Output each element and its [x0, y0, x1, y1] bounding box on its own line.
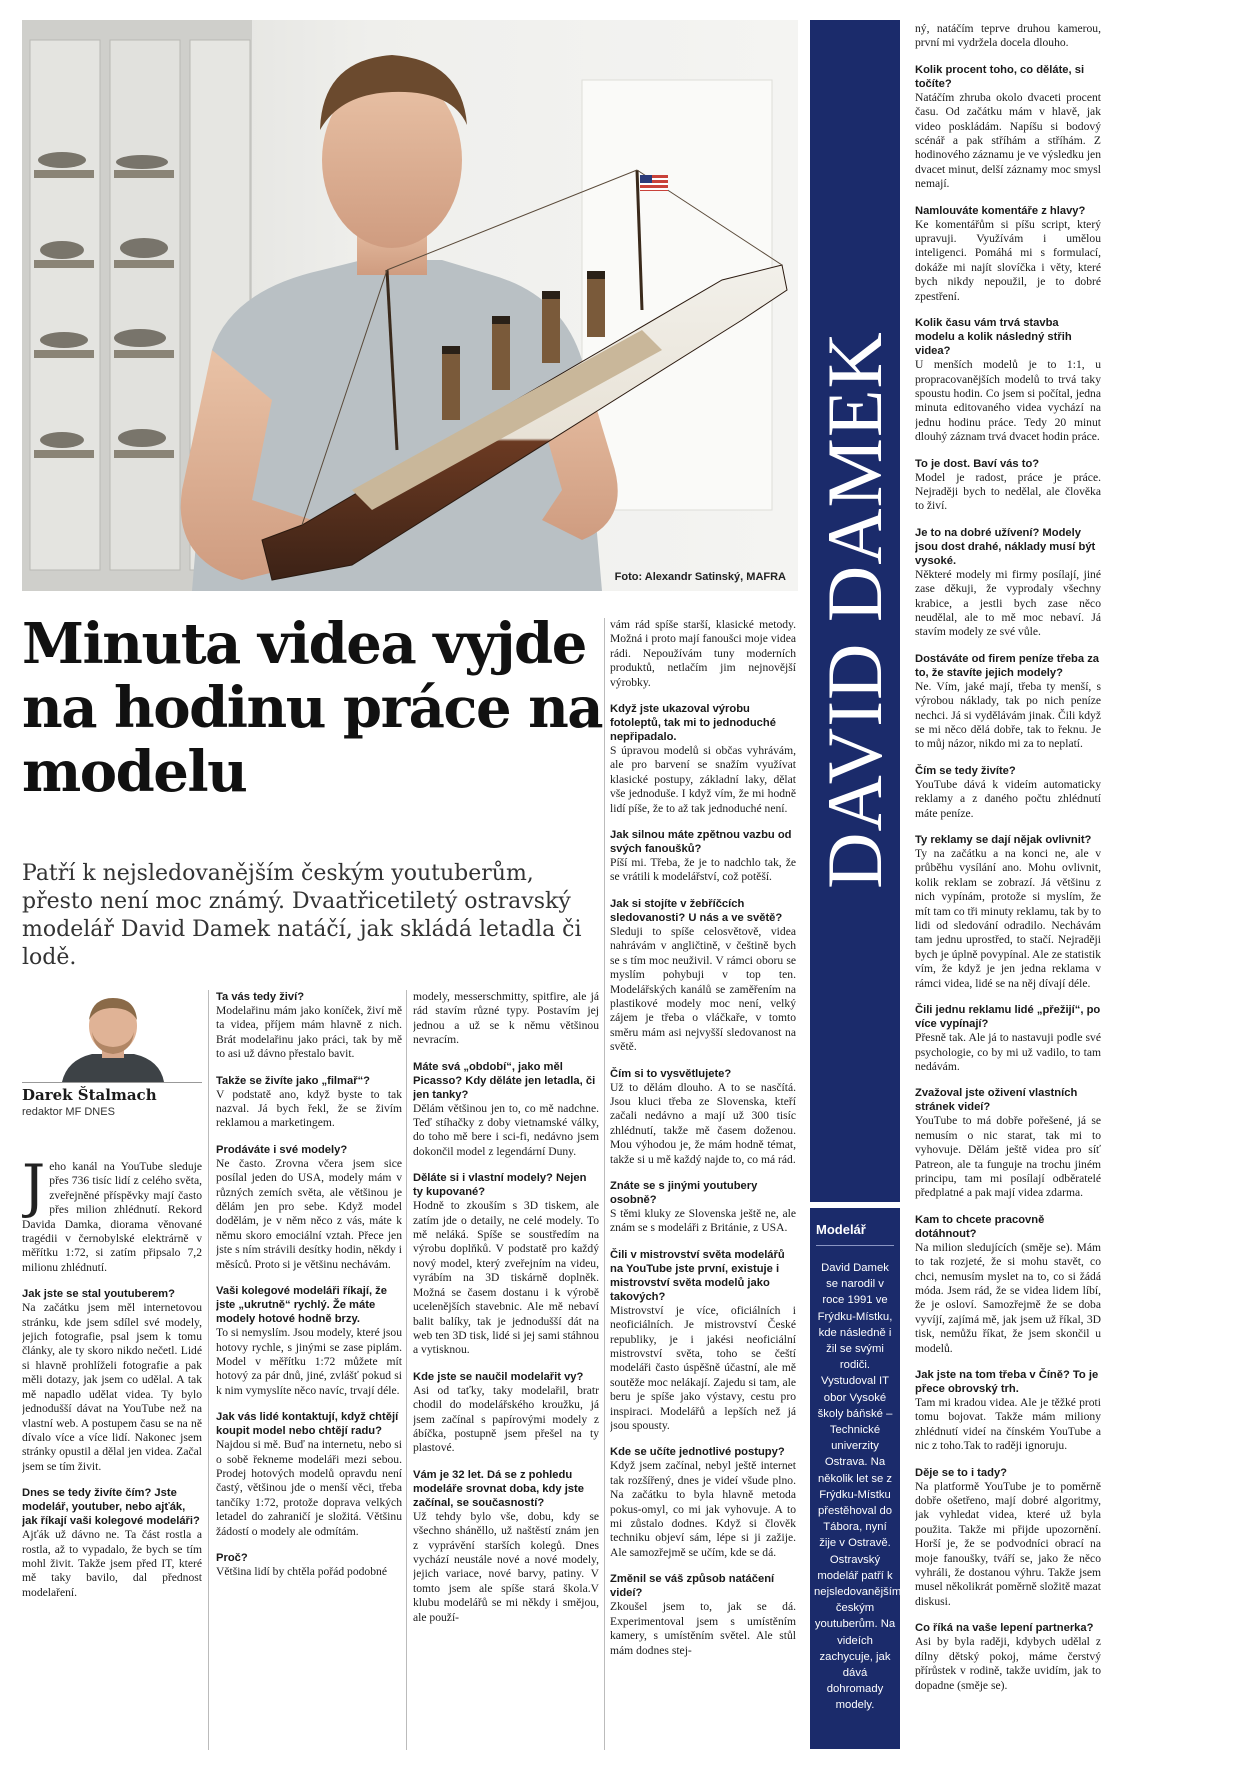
us-flag-icon — [640, 175, 668, 191]
qa-item: Kde jste se naučil modelařit vy? Asi od taťky, taky modelařil, bratr chodil do modelářského kroužku, já jsem začínal s papírovými modely z ábíčka, postupně jsem přešel na ty plastové. — [413, 1370, 599, 1455]
article-column-4 — [610, 618, 796, 1750]
qa-item: Zvažoval jste oživení vlastních stránek videí? YouTube to má dobře pořešené, já se nemusím o nic starat, tak mi to vyhovuje. Dělám ještě videa pro síť Patreon, ale ta funguje na trochu jiném principu, tam mi posílají odběratelé předplatné a pak mají videa zdarma. — [915, 1087, 1101, 1200]
qa-item: Jak si stojíte v žebříčcích sledovanosti? U nás a ve světě? Sleduji to spíše celosvětově, videa nahrávám v angličtině, v češtině bych se s tím moc neuživil. V rámci oboru se myslím pohybuji v top ten. Modelářských kanálů se zaměřením na plastikové modely moc není, velký zájem je třeba o vláčkaře, v tomto směru mám asi nejvyšší sledovanost na světě. — [610, 897, 796, 1054]
qa-item: Čím si to vysvětlujete? Už to dělám dlouho. A to se nasčítá. Jsou kluci třeba ze Slovenska, kteří začali nedávno a mají už 300 tisíc zhlédnutí, takže mě časem doženou. Mou výhodou je, že mám hodně témat, takže si u mě každý najde to, co má rád. — [610, 1067, 796, 1166]
article-column-3 — [413, 990, 599, 1750]
qa-item: Děje se to i tady? Na platformě YouTube je to poměrně dobře ošetřeno, mají dobré algoritmy, jak vyhledat videa, které už byla použita. Takže mi přijde upozornění. Horší je, že se podvodníci obrací na moje fanoušky, tváří se, jako že něco vyhráli, že dostanou výhru. Takže jsem musel několikrát poměrně složitě mazat diskusi. — [915, 1466, 1101, 1608]
profile-box-text: David Damek se narodil v roce 1991 ve Frýdku-Místku, kde následně i žil se svými rodiči. Vystudoval IT obor Vysoké školy báňské – Technické univerzity Ostrava. Na několik let se z Frýdku-Místku přestěhoval do Tábora, nyní žije v Ostravě. Ostravský modelář patří k nejsledovanějším českým youtuberům. Na videích zachycuje, jak dává dohromady modely. — [814, 1262, 902, 1712]
intro-paragraph: Jeho kanál na YouTube sleduje přes 736 tisíc lidí z celého světa, zveřejněné příspěvky mají často přes milion zhlédnutí. Rekord Davida Damka, diorama věnované tragédii v černobylské elektrárně v měřítku 1:72, si zatím připsalo 7,2 milionu zhlédnutí. — [22, 1160, 202, 1274]
qa-item: Jak jste se stal youtuberem? Na začátku jsem měl internetovou stránku, kde jsem sdílel své modely, jejich fotografie, psal jsem k tomu články, ale ty skoro nikdo nečetl. Lidé si hlavně prohlíželi fotografie a pak měli dotazy, jak jsem co udělal. A tak mě napadlo udělat videa. Ty bylo jednodušší dávat na YouTube než na vlastní web. A postupem času se na ně dívalo více a více lidí. Nakonec jsem stránky opustil a dělal jen videa. Začal jsem se tím živit. — [22, 1288, 202, 1473]
qa-item: Dnes se tedy živíte čím? Jste modelář, youtuber, nebo ajťák, jak říkají vaši kolegové modeláři? Ajťák už dávno ne. Ta část rostla a rostla, až to vypadalo, že bych se tím mohl živit. Takže jsem před IT, které mě taky bavilo, dal přednost modelaření. — [22, 1487, 202, 1599]
qa-item: Takže se živíte jako „filmař“? V podstatě ano, když byste to tak nazval. Já bych řekl, že se živím reklamou a marketingem. — [216, 1074, 402, 1130]
qa-item: Znáte se s jinými youtubery osobně? S těmi kluky ze Slovenska ještě ne, ale znám se s modeláři z Británie, z USA. — [610, 1179, 796, 1235]
qa-item: Máte svá „období“, jako měl Picasso? Kdy děláte jen letadla, či jen tanky? Dělám většinou jen to, co mě nadchne. Teď stíhačky z doby vietnamské války, do toho mě bere i sci-fi, nedávno jsem dokončil model z legendární Duny. — [413, 1060, 599, 1158]
man-holding-ship-photo-art — [22, 20, 798, 591]
qa-item: Proč? Většina lidí by chtěla pořád podobné — [216, 1551, 387, 1578]
main-photo — [22, 20, 798, 591]
qa-item: Jak jste na tom třeba v Číně? To je přece obrovský trh. Tam mi kradou videa. Ale je těžké proti tomu bojovat. Takže mám miliony zhlédnutí videí na čínském YouTube a nic z toho.Tak to raději ignoruju. — [915, 1369, 1101, 1453]
profile-box-title: Modelář — [816, 1222, 866, 1237]
article-column-2 — [216, 990, 402, 1750]
qa-item: Namlouváte komentáře z hlavy? Ke komentářům si píšu script, který upravuji. Využívám i umělou inteligenci. Pomáhá mi s formulací, dokáže mi najít slovíčka i věty, které bych nikdy nepoužil, je to dobré zpestření. — [915, 204, 1101, 303]
qa-item: Ty reklamy se dají nějak ovlivnit? Ty na začátku a na konci ne, ale v průběhu vysílání ano. Mohu ovlivnit, kolik reklam se zobrazí. Já většinu z nich vypínám, protože si myslím, že mít tam co tři minuty reklamu, tak by to lidi od sledování odradilo. Nechávám tam jednu uprostřed, to stačí. Nejraději bych je úplně povypínal. Ale ze statistik vím, že když je jen jedna reklama v rámci videa, lidé se na něj dívají déle. — [915, 834, 1101, 990]
qa-item: To je dost. Baví vás to? Model je radost, práce je práce. Nejraději bych to nedělal, ale člověka to živí. — [915, 457, 1101, 513]
qa-item: Čili jednu reklamu lidé „přežijí“, po více vypínají? Přesně tak. Ale já to nastavuji podle své psychologie, co by mi už vadilo, to tam nedávám. — [915, 1004, 1101, 1073]
qa-item: Změnil se váš způsob natáčení videí? Zkoušel jsem to, jak se dá. Experimentoval jsem s umístěním kamery, s umístěním světel. Ale stůl mám dodnes stej- — [610, 1573, 796, 1657]
qa-item: Kolik času vám trvá stavba modelu a kolik následný střih videa? U menších modelů je to 1:1, u propracovanějších modelů to trvá taky spoustu hodin. Co jsem si počítal, jedna minuta editovaného videa vychází na jednu hodinu práce. Tedy 20 minut dlouhý záznam trvá dvacet hodin práce. — [915, 317, 1101, 444]
profile-box — [810, 1208, 900, 1749]
reporter-name: Darek Štalmach — [22, 1086, 157, 1104]
qa-item: Dostáváte od firem peníze třeba za to, že stavíte jejich modely? Ne. Vím, jaké mají, třeba ty menší, s výrobou náklady, tak po nich peníze nechci. Já si vydělávám jinak. Čili když se mi něco dělá dobře, tak to řeknu. Je to můj názor, nikdo mi za to neplatí. — [915, 652, 1101, 751]
qa-item: Prodáváte i své modely? Ne často. Zrovna včera jsem sice posílal jeden do USA, modely mám v různých zemích světa, ale většinou je dělám jen pro sebe. Když model dodělám, je v něm něco z vás, máte k němu skoro emociální vztah. Přece jen jste s ním strávili desítky hodin, někdy i měsíců. Proto si je většinu nechávám. — [216, 1143, 402, 1271]
article-column-1 — [22, 1160, 202, 1750]
article-column-5 — [915, 22, 1101, 1750]
photo-credit: Foto: Alexandr Satinský, MAFRA — [614, 571, 786, 583]
qa-item: Čili v mistrovství světa modelářů na YouTube jste první, existuje i mistrovství světa modelů jako takových? Mistrovství je více, oficiálních i neoficiálních. Je mistrovství České republiky, je i jakési neoficiální mistrovství světa, toho se čeští modeláři často úspěšně účastní, ale mě soutěže moc nelákají. Zajedu si tam, ale beru je spíše jako výstavy, cestu pro inspiraci. Modelářů a lepších než já jsou spousty. — [610, 1248, 796, 1433]
qa-item: ný, natáčím teprve druhou kamerou, první mi vydržela docela dlouho. — [915, 22, 1101, 50]
lead-paragraph: Patří k nejsledovanějším českým youtuberům, přesto není moc známý. Dvaatřicetiletý ostravský modelář David Damek natáčí, jak skládá letadla či lodě. — [22, 861, 582, 970]
qa-item: Vám je 32 let. Dá se z pohledu modeláře srovnat doba, kdy jste začínal, se současností? Už tehdy bylo vše, dobu, kdy se všechno sháněllo, už naštěstí znám jen z vyprávění starších kolegů. Dnes vychází neustále nové a nové modely, jejich variace, nové barvy, patiny. V tomto jsem ale spíše stará škola.V klubu modelářů se mi někdy i smějou, ale použí- — [413, 1468, 599, 1624]
qa-item: Vaši kolegové modeláři říkají, že jste „ukrutně“ rychlý. Že máte modely hotové hodně brzy. To si nemyslím. Jsou modely, které jsou hotovy rychle, s jinými se zase piplám. Model v měřítku 1:72 můžete mít hotový za pár dnů, jiné, zvlášť pokud si k nim vymyslíte něco navíc, trvají déle. — [216, 1285, 402, 1397]
qa-item: Jak vás lidé kontaktují, když chtějí koupit model nebo chtějí radu? Najdou si mě. Buď na internetu, nebo si o sobě řekneme modeláři mezi sebou. Prodej hotových modelů opravdu není častý, většinou jde o menší věci, třeba tančíky 1:72, protože doprava velkých letadel do zahraničí je složitá. Většinu žádostí o modely ale odmítám. — [216, 1411, 402, 1538]
qa-item: Je to na dobré užívení? Modely jsou dost drahé, náklady musí být vysoké. Některé modely mi firmy posílají, jiné zase děkuji, že vyprodaly všechny krabice, a jestli bych zase něco neudělal, ale to mě moc nebaví. Já stavím modely ze své vůle. — [915, 526, 1101, 639]
reporter-avatar — [22, 990, 202, 1083]
headline: Minuta videa vyjde na hodinu práce na modelu — [22, 611, 603, 805]
drop-cap: J — [22, 1160, 46, 1220]
qa-item: Kam to chcete pracovně dotáhnout? Na milion sledujících (směje se). Mám to tak rozjeté, že si mohu stavět, co chci, nemusím myslet na to, co si žádá móda. Jsem rád, že se videa lidem líbí, že je osloví. Samozřejmě že se doba vyvíjí, zajímá mě, jak jsem už říkal, 3D tisk, nemůžu říkat, že jsem skončil u modelů. — [915, 1213, 1101, 1355]
qa-item: vám rád spíše starší, klasické metody. Možná i proto mají fanoušci moje videa rádi. Nepoužívám tuny moderních produktů, netlačím jim nejnovější výrobky. — [610, 618, 796, 689]
qa-item: Kde se učíte jednotlivé postupy? Když jsem začínal, nebyl ještě internet tak rozšířený, dnes je videí všude plno. Na začátku to byla hlavně metoda pokus-omyl, co mi jak vyhovuje. A to mi zůstalo dodnes. Když si člověk techniku objeví sám, lépe si ji zažije. Ale samozřejmě se učím, kde se dá. — [610, 1446, 796, 1559]
reporter-role: redaktor MF DNES — [22, 1106, 115, 1118]
qa-item: Kolik procent toho, co děláte, si točíte? Natáčím zhruba okolo dvaceti procent času. Od začátku mám v hlavě, jak video poskládám. Napíšu si bodový scénář a pak stříhám a stříhám. Z hodinového záznamu je ve výsledku jen dvacet minut, delší záznamy moc smysl nemají. — [915, 63, 1101, 191]
qa-item: modely, messerschmitty, spitfire, ale já rád stavím různé typy. Postavím jej jednou a už se k němu většinou nevracím. — [413, 990, 599, 1047]
band-name: DAVID DAMEK — [811, 331, 898, 889]
name-band — [810, 20, 900, 1202]
qa-item: Děláte si i vlastní modely? Nejen ty kupované? Hodně to zkouším s 3D tiskem, ale zatím jde o detaily, ne celé modely. To mě neláká. Spíše se soustředím na výrobu doplňků. V podstatě pro každý nový model, který zveřejním na videu, vyrábím na 3D tiskárně doplněk. Možná se časem dostanu i k výrobě ucelenějších stavebnic. Ale mě nebaví balit balíky, tak je jednodušší dát na web ten 3D tisk, lidé si jej sami stáhnou a vytisknou. — [413, 1172, 599, 1357]
qa-item: Když jste ukazoval výrobu fotoleptů, tak mi to jednoduché nepřipadalo. S úpravou modelů si občas vyhrávám, ale pro barvení se snažím využívat klasické postupy, základní laky, dělat vše jednoduše. I když vím, že mi hodně lidí píše, že to až tak jednoduché není. — [610, 703, 796, 815]
qa-item: Ta vás tedy živí? Modelařinu mám jako koníček, živí mě ta videa, příjem mám hlavně z nich. Brát modelařinu jako práci, tak by mě to asi už dávno přestalo bavit. — [216, 991, 402, 1061]
qa-item: Co říká na vaše lepení partnerka? Asi by byla raději, kdybych udělal z dílny dětský pokoj, máme čerstvý přírůstek v rodině, takže uvidím, jak to dopadne (směje se). — [915, 1622, 1101, 1692]
qa-item: Jak silnou máte zpětnou vazbu od svých fanoušků? Píší mi. Třeba, že je to nadchlo tak, že se vrátili k modelářství, což potěší. — [610, 829, 796, 884]
qa-item: Čím se tedy živíte? YouTube dává k videím automaticky reklamy a z daného počtu zhlédnutí máte peníze. — [915, 764, 1101, 820]
